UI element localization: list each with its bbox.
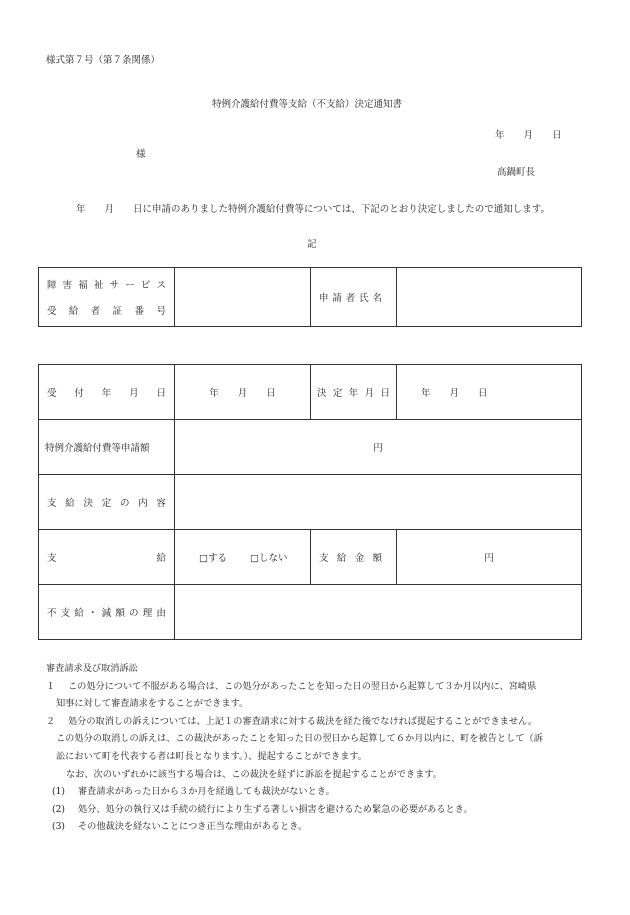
payment-choice-cell bbox=[175, 530, 311, 585]
char: の bbox=[119, 498, 130, 509]
recipient-table bbox=[38, 267, 582, 327]
char: 名 bbox=[372, 293, 382, 304]
sub-note-text: 処分、処分の執行又は手続の続行により生ずる著しい損害を避けるため緊急の必要があるとき。 bbox=[78, 803, 473, 815]
document-title: 特例介護給付費等支給（不支給）決定通知書 bbox=[212, 99, 403, 110]
char: 付 bbox=[74, 388, 84, 399]
ki-mark: 記 bbox=[307, 239, 317, 250]
char: 由 bbox=[156, 608, 166, 619]
payment-yes-checkbox[interactable]: □する bbox=[199, 553, 227, 564]
non-payment-reason-label bbox=[39, 585, 175, 640]
char: 日 bbox=[380, 388, 390, 399]
char: ー bbox=[125, 280, 135, 291]
char: 障 bbox=[47, 280, 57, 291]
note-2-line-1 bbox=[46, 713, 606, 731]
issuer-name: 高鍋町長 bbox=[497, 167, 536, 178]
char: 年 bbox=[348, 388, 359, 399]
applicant-label-chars bbox=[311, 290, 396, 304]
char: 者 bbox=[90, 306, 101, 317]
notes-heading: 審査請求及び取消訴訟 bbox=[46, 663, 138, 674]
application-amount-field[interactable]: 円 bbox=[175, 420, 582, 475]
payment-amount-field[interactable]: 円 bbox=[397, 530, 582, 585]
char: 減 bbox=[101, 608, 112, 619]
sub-note-1 bbox=[46, 783, 606, 801]
decision-table bbox=[38, 364, 582, 640]
char: 受 bbox=[47, 306, 57, 317]
decision-content-label-chars bbox=[39, 495, 174, 509]
payment-label-chars bbox=[39, 550, 174, 564]
note-text: この処分について不服がある場合は、この処分があったことを知った日の翌日から起算して３か月以内に、宮崎県 bbox=[68, 680, 537, 692]
note-2-line-3: 訟において町を代表する者は町長となります。）、提起することができます。 bbox=[56, 750, 367, 762]
char: 号 bbox=[156, 306, 166, 317]
appeal-notes bbox=[46, 660, 606, 836]
note-1-line-2: 知事に対して審査請求をすることができます。 bbox=[56, 698, 249, 710]
char: 定 bbox=[332, 388, 343, 399]
char: 決 bbox=[83, 498, 93, 509]
char: 害 bbox=[62, 280, 73, 291]
applicant-name-field[interactable] bbox=[397, 268, 582, 327]
char: 給 bbox=[336, 553, 347, 564]
char: 支 bbox=[47, 498, 57, 509]
char: ビ bbox=[140, 280, 151, 291]
char: 給 bbox=[156, 553, 166, 564]
reception-label-chars bbox=[39, 385, 174, 399]
note-text: 処分の取消しの訴えについては、上記１の審査請求に対する裁決を経た後でなければ提起することができません。 bbox=[68, 715, 537, 727]
note-1-line-1 bbox=[46, 678, 606, 696]
char: 額 bbox=[115, 608, 125, 619]
payment-no-checkbox[interactable]: □しない bbox=[250, 553, 288, 564]
decision-content-label bbox=[39, 475, 175, 530]
char: 祉 bbox=[93, 280, 104, 291]
char: ス bbox=[156, 280, 166, 291]
char: の bbox=[129, 608, 139, 619]
form-number: 様式第７号（第７条関係） bbox=[46, 55, 161, 66]
char: 受 bbox=[47, 388, 57, 399]
char: 支 bbox=[47, 553, 57, 564]
char: 日 bbox=[156, 388, 166, 399]
char: 内 bbox=[138, 498, 148, 509]
payment-label bbox=[39, 530, 175, 585]
char: 給 bbox=[68, 306, 79, 317]
decision-date-label bbox=[311, 365, 397, 420]
char: 定 bbox=[101, 498, 112, 509]
label-line-1 bbox=[39, 277, 174, 291]
reception-date-field[interactable]: 年 月 日 bbox=[175, 365, 311, 420]
applicant-name-label bbox=[311, 268, 397, 327]
sub-note-2 bbox=[46, 801, 606, 819]
decision-date-label-chars bbox=[311, 385, 396, 399]
char: 請 bbox=[332, 293, 342, 304]
char: 理 bbox=[142, 608, 153, 619]
non-payment-reason-field[interactable] bbox=[175, 585, 582, 640]
sub-note-number: (2) bbox=[52, 803, 66, 815]
non-payment-reason-label-chars bbox=[39, 605, 174, 619]
char: 福 bbox=[78, 280, 88, 291]
payment-amount-label-chars bbox=[311, 550, 396, 564]
char: 給 bbox=[74, 608, 84, 619]
char: 支 bbox=[319, 553, 329, 564]
application-amount-label: 特例介護給付費等申請額 bbox=[39, 420, 175, 475]
note-number: １ bbox=[46, 680, 56, 692]
issue-date: 年 月 日 bbox=[495, 130, 562, 141]
note-2-line-2: この処分の取消しの訴えは、この裁決があったことを知った日の翌日から起算して６か月以内に、町を被告として（訴 bbox=[56, 733, 543, 745]
char: 容 bbox=[156, 498, 166, 509]
char: 月 bbox=[129, 388, 139, 399]
char: 額 bbox=[372, 553, 382, 564]
intro-text: 年 月 日に申請のありました特例介護給付費等については、下記のとおり決定しましたので通知します。 bbox=[76, 204, 551, 215]
char: 申 bbox=[319, 293, 329, 304]
decision-content-field[interactable] bbox=[175, 475, 582, 530]
payment-amount-label bbox=[311, 530, 397, 585]
label-line-2 bbox=[39, 303, 174, 317]
sub-note-text: 審査請求があった日から３か月を経過しても裁決がないとき。 bbox=[78, 786, 335, 798]
note-2-line-4: なお、次のいずれかに該当する場合は、この裁決を経ずに訴訟を提起することができます。 bbox=[66, 768, 442, 780]
char: 金 bbox=[354, 553, 365, 564]
char: 年 bbox=[101, 388, 112, 399]
sub-note-3 bbox=[46, 818, 606, 836]
char: 不 bbox=[47, 608, 57, 619]
certificate-number-field[interactable] bbox=[175, 268, 311, 327]
char: 支 bbox=[60, 608, 71, 619]
reception-date-label bbox=[39, 365, 175, 420]
sub-note-number: (3) bbox=[52, 821, 66, 833]
note-number: ２ bbox=[46, 715, 56, 727]
char: 決 bbox=[317, 388, 327, 399]
char: 番 bbox=[134, 306, 145, 317]
sub-note-text: その他裁決を経ないことにつき正当な理由があるとき。 bbox=[78, 821, 308, 833]
char: 証 bbox=[112, 306, 123, 317]
char: 者 bbox=[345, 293, 356, 304]
char: サ bbox=[109, 280, 120, 291]
addressee-suffix: 様 bbox=[136, 149, 146, 160]
char: 月 bbox=[364, 388, 375, 399]
decision-date-field[interactable]: 年 月 日 bbox=[397, 365, 582, 420]
char: 氏 bbox=[359, 293, 369, 304]
char: 給 bbox=[65, 498, 75, 509]
char: ・ bbox=[88, 608, 98, 619]
sub-note-number: (1) bbox=[52, 786, 66, 798]
certificate-number-label bbox=[39, 268, 175, 327]
